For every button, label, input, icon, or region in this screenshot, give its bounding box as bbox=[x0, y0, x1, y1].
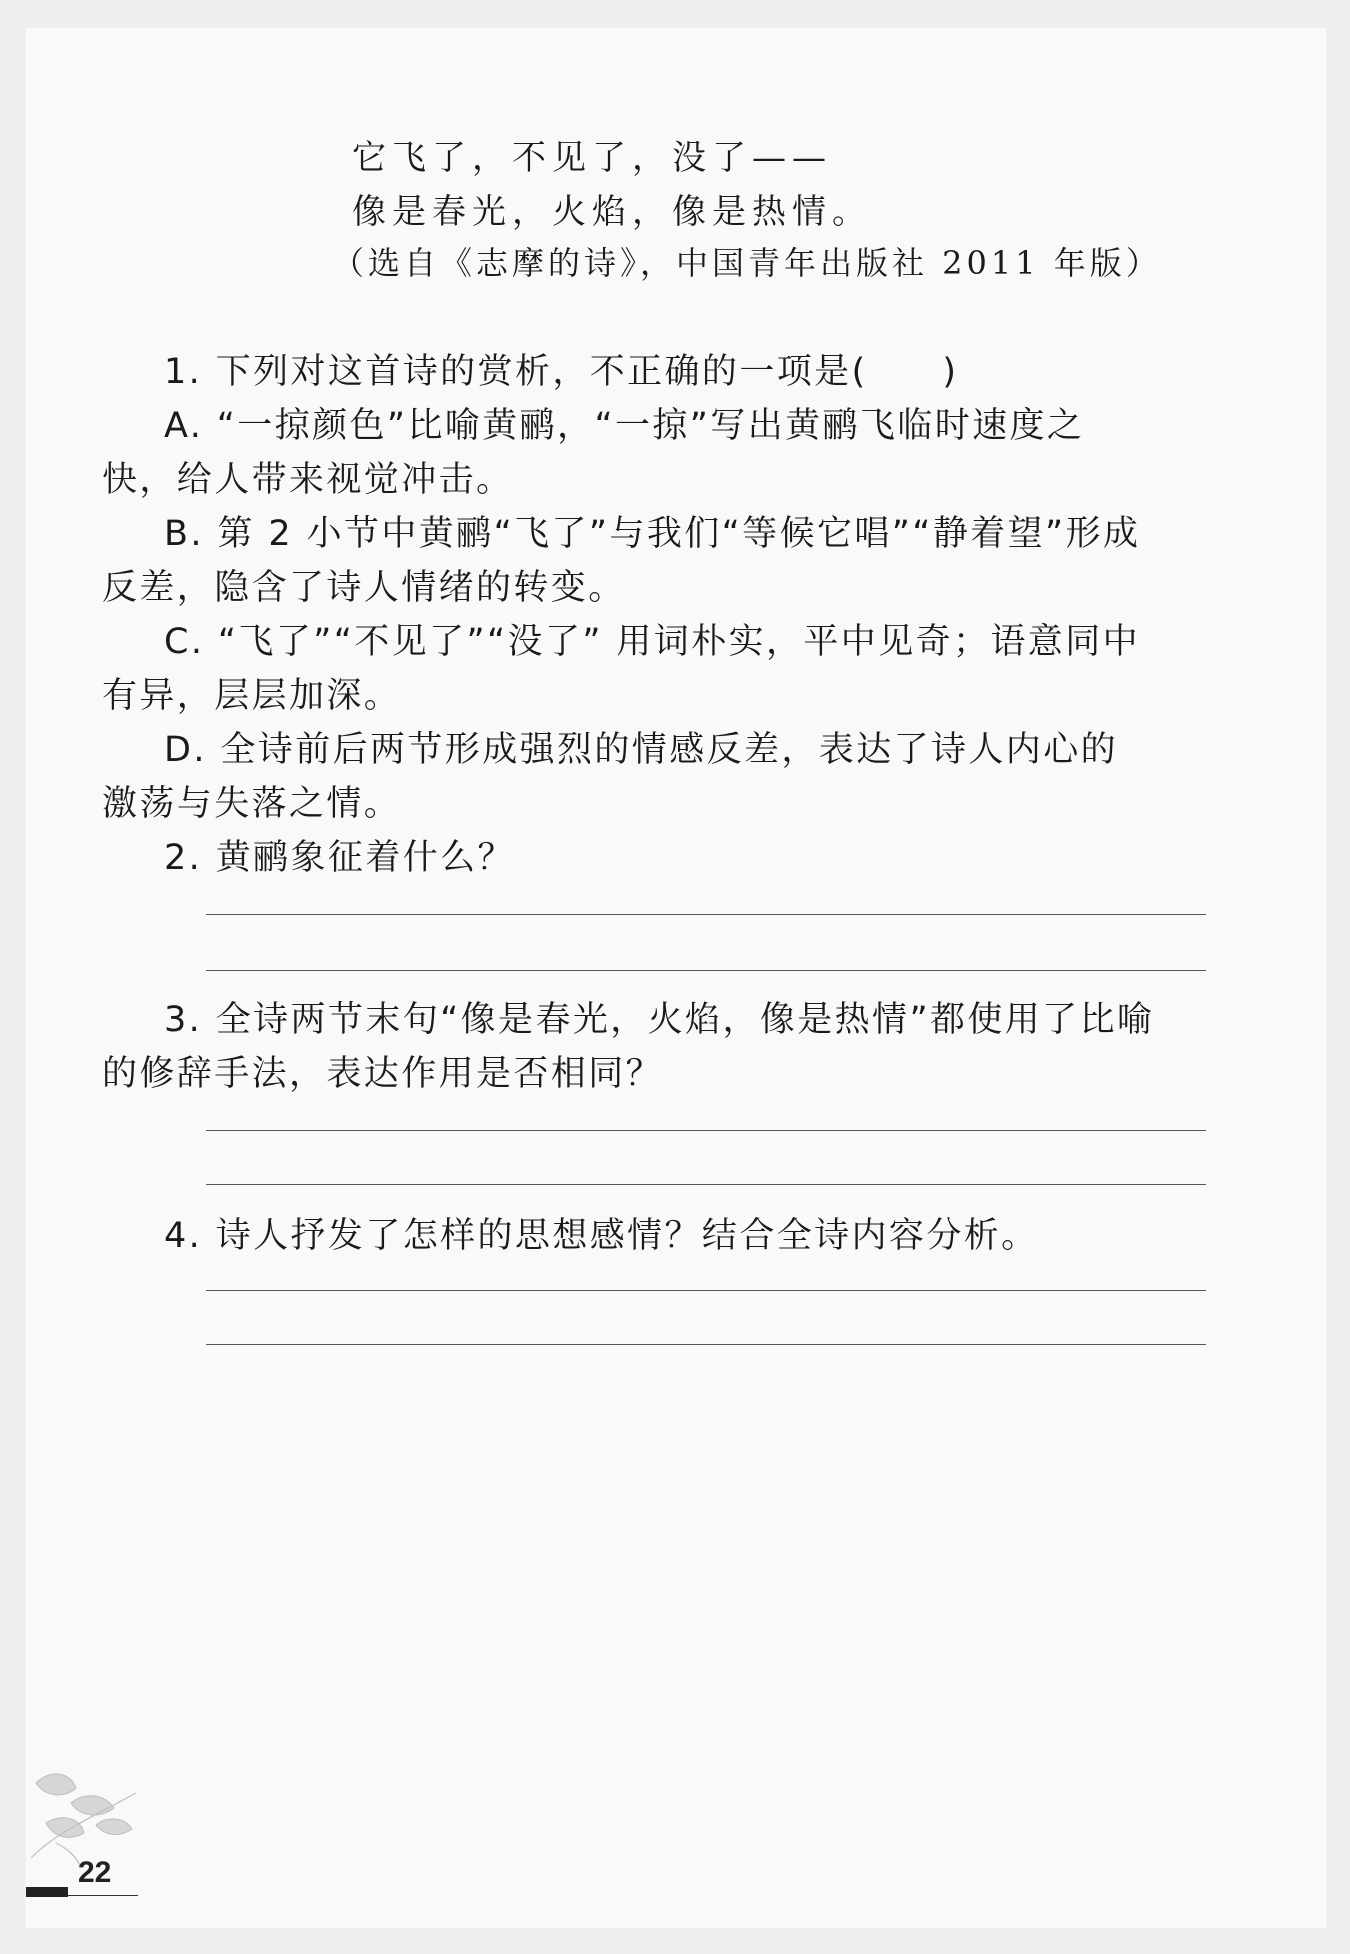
poem-source: （选自《志摩的诗》，中国青年出版社 2011 年版） bbox=[332, 244, 1162, 282]
answer-line[interactable] bbox=[206, 1130, 1206, 1131]
question-1-option-a: A. “一掠颜色”比喻黄鹂，“一掠”写出黄鹂飞临时速度之 bbox=[164, 406, 1085, 446]
answer-line[interactable] bbox=[206, 1184, 1206, 1185]
textbook-page bbox=[26, 28, 1326, 1928]
answer-line[interactable] bbox=[206, 1290, 1206, 1291]
question-1-option-c: C. “飞了”“不见了”“没了” 用词朴实，平中见奇；语意同中 bbox=[164, 622, 1141, 662]
question-1-stem: 1. 下列对这首诗的赏析，不正确的一项是( ) bbox=[164, 352, 959, 392]
poem-line-1: 它飞了，不见了，没了—— bbox=[352, 138, 832, 178]
question-1-option-a-cont: 快，给人带来视觉冲击。 bbox=[102, 460, 514, 500]
answer-line[interactable] bbox=[206, 970, 1206, 971]
question-1-option-d-cont: 激荡与失落之情。 bbox=[102, 784, 402, 824]
page-number-rule bbox=[68, 1895, 138, 1896]
question-4-stem: 4. 诗人抒发了怎样的思想感情？结合全诗内容分析。 bbox=[164, 1216, 1039, 1256]
page-number-bar bbox=[26, 1887, 68, 1897]
question-1-option-b-cont: 反差，隐含了诗人情绪的转变。 bbox=[102, 568, 626, 608]
answer-line[interactable] bbox=[206, 914, 1206, 915]
question-1-option-c-cont: 有异，层层加深。 bbox=[102, 676, 402, 716]
poem-line-2: 像是春光，火焰，像是热情。 bbox=[352, 192, 872, 232]
question-3-stem: 3. 全诗两节末句“像是春光，火焰，像是热情”都使用了比喻 bbox=[164, 1000, 1155, 1040]
question-3-stem-cont: 的修辞手法，表达作用是否相同？ bbox=[102, 1054, 664, 1094]
question-2-stem: 2. 黄鹂象征着什么？ bbox=[164, 838, 515, 878]
answer-line[interactable] bbox=[206, 1344, 1206, 1345]
question-1-option-d: D. 全诗前后两节形成强烈的情感反差，表达了诗人内心的 bbox=[164, 730, 1119, 770]
page-number: 22 bbox=[78, 1856, 112, 1889]
question-1-option-b: B. 第 2 小节中黄鹂“飞了”与我们“等候它唱”“静着望”形成 bbox=[164, 514, 1141, 554]
